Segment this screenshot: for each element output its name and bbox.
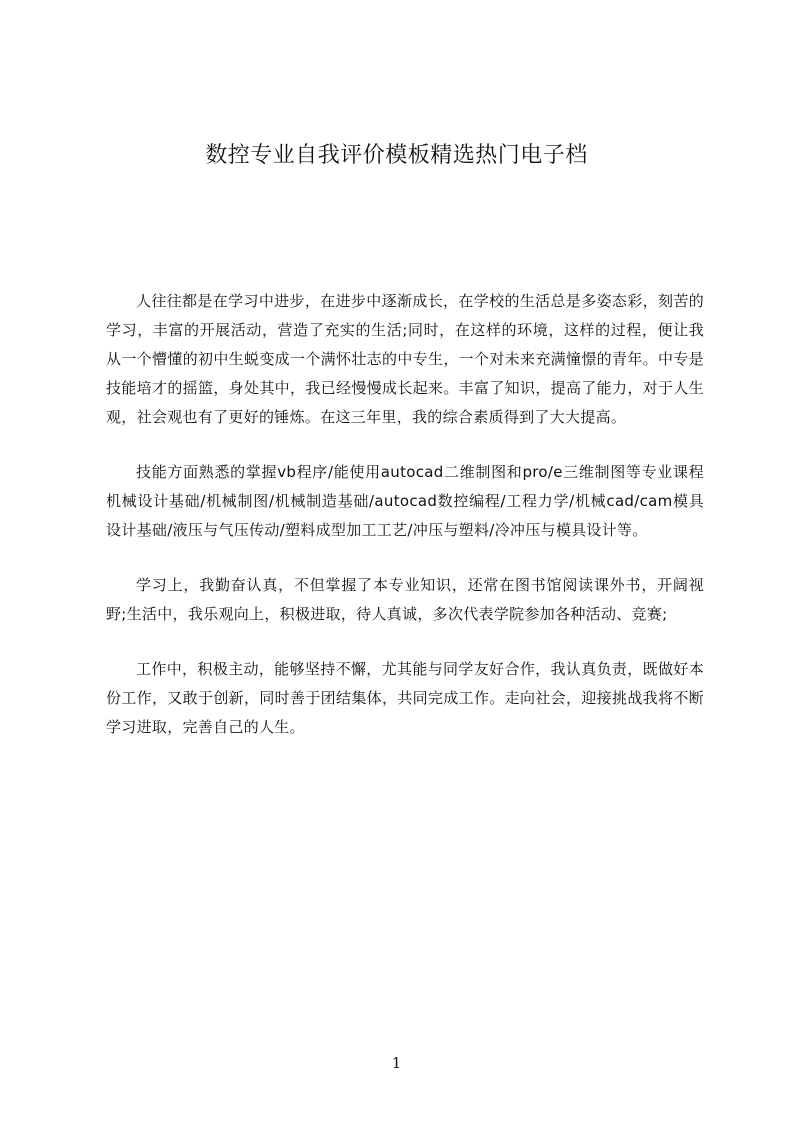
paragraph-intro: 人往往都是在学习中进步，在进步中逐渐成长，在学校的生活总是多姿态彩，刻苦的学习，丰富的开展活动，营造了充实的生活;同时，在这样的环境，这样的过程，便让我从一个懵懂的初中生蜕变成一个满怀壮志的中专生，一个对未来充满憧憬的青年。中专是技能培才的摇篮，身处其中，我已经慢慢成长起来。丰富了知识，提高了能力，对于人生观，社会观也有了更好的锤炼。在这三年里，我的综合素质得到了大大提高。: [106, 292, 704, 426]
document-title: 数控专业自我评价模板精选热门电子档: [205, 143, 588, 168]
paragraph-skills: 技能方面熟悉的掌握vb程序/能使用autocad二维制图和pro/e三维制图等专业课程机械设计基础/机械制图/机械制造基础/autocad数控编程/工程力学/机械cad/cam模具设计基础/液压与气压传动/塑料成型加工工艺/冲压与塑料/冷冲压与模具设计等。: [106, 463, 704, 539]
document-body: [106, 287, 704, 768]
paragraph-work: 工作中，积极主动，能够坚持不懈，尤其能与同学友好合作，我认真负责，既做好本份工作，又敢于创新，同时善于团结集体，共同完成工作。走向社会，迎接挑战我将不断学习进取，完善自己的人生。: [106, 660, 704, 736]
page-number: 1: [391, 1054, 402, 1072]
paragraph-study-life: 学习上，我勤奋认真，不但掌握了本专业知识，还常在图书馆阅读课外书，开阔视野;生活中，我乐观向上，积极进取，待人真诚，多次代表学院参加各种活动、竞赛;: [106, 576, 704, 623]
